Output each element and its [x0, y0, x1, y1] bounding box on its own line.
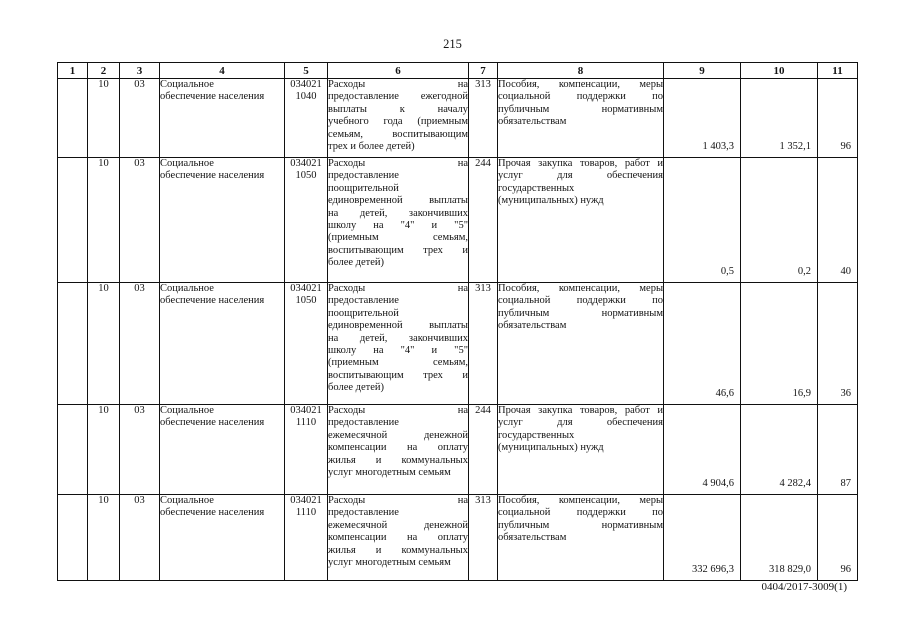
target-code-line: 034021 — [290, 495, 322, 506]
expense-purpose-line: компенсации на оплату — [328, 442, 468, 454]
category-name — [160, 79, 285, 158]
value-col10: 318 829,0 — [741, 495, 818, 581]
expense-purpose-line: на детей, закончивших — [328, 207, 468, 219]
section-code: 10 — [88, 79, 120, 158]
category-name-line: Социальное — [160, 495, 214, 506]
value-col9: 0,5 — [664, 158, 741, 283]
subsection-code: 03 — [120, 405, 160, 495]
cell-col1-empty — [58, 79, 88, 158]
table-row — [58, 283, 858, 405]
budget-table — [57, 62, 858, 581]
target-code — [285, 405, 328, 495]
expense-purpose-line: воспитывающим трех и — [328, 244, 468, 256]
expense-type-line: государственных — [498, 429, 575, 441]
expense-purpose — [328, 495, 469, 581]
expense-purpose-line: услуг многодетным семьям — [328, 466, 451, 478]
column-header-4: 4 — [160, 63, 285, 79]
category-name — [160, 158, 285, 283]
column-header-1: 1 — [58, 63, 88, 79]
subsection-code: 03 — [120, 158, 160, 283]
expense-type-line: социальной поддержки по — [498, 91, 663, 103]
category-name-line: обеспечение населения — [160, 295, 265, 307]
expense-purpose-line: более детей) — [328, 382, 385, 394]
expense-purpose-line: учебного года (приемным — [328, 116, 468, 128]
value-col11: 40 — [818, 158, 858, 283]
target-code-line: 1040 — [295, 91, 317, 103]
category-name-line: обеспечение населения — [160, 91, 265, 103]
expense-type-line: Прочая закупка товаров, работ и — [498, 405, 663, 416]
cell-col1-empty — [58, 283, 88, 405]
column-header-8: 8 — [498, 63, 664, 79]
target-code-line: 1110 — [295, 417, 317, 429]
expense-purpose-line: Расходы на — [328, 283, 468, 294]
expense-purpose-line: выплаты к началу — [328, 103, 468, 115]
value-col10: 0,2 — [741, 158, 818, 283]
expense-type-line: обязательствам — [498, 116, 567, 128]
column-header-6: 6 — [328, 63, 469, 79]
column-header-9: 9 — [664, 63, 741, 79]
table-body — [58, 79, 858, 581]
cell-col1-empty — [58, 158, 88, 283]
value-col9: 1 403,3 — [664, 79, 741, 158]
target-code — [285, 283, 328, 405]
expense-purpose — [328, 79, 469, 158]
table-row — [58, 79, 858, 158]
expense-purpose-line: поощрительной — [328, 182, 399, 194]
expense-type-name — [498, 405, 664, 495]
expense-purpose-line: предоставление — [328, 295, 399, 307]
category-name-line: Социальное — [160, 405, 214, 416]
column-header-5: 5 — [285, 63, 328, 79]
target-code-line: 1050 — [295, 295, 317, 307]
section-code: 10 — [88, 495, 120, 581]
expense-type-line: услуг для обеспечения — [498, 417, 663, 429]
expense-type-line: публичным нормативным — [498, 519, 663, 531]
expense-purpose — [328, 405, 469, 495]
column-header-11: 11 — [818, 63, 858, 79]
category-name — [160, 405, 285, 495]
target-code-line: 034021 — [290, 158, 322, 169]
expense-type-code: 244 — [469, 158, 498, 283]
expense-purpose-line: воспитывающим трех и — [328, 369, 468, 381]
value-col11: 96 — [818, 495, 858, 581]
category-name-line: Социальное — [160, 79, 214, 90]
category-name-line: Социальное — [160, 283, 214, 294]
expense-type-line: государственных — [498, 182, 575, 194]
expense-type-line: Пособия, компенсации, меры — [498, 283, 663, 294]
expense-purpose-line: поощрительной — [328, 307, 399, 319]
target-code-line: 034021 — [290, 283, 322, 294]
value-col10: 4 282,4 — [741, 405, 818, 495]
expense-type-code: 313 — [469, 283, 498, 405]
category-name — [160, 283, 285, 405]
table-row — [58, 495, 858, 581]
expense-type-name — [498, 158, 664, 283]
expense-type-line: Пособия, компенсации, меры — [498, 495, 663, 506]
expense-type-line: социальной поддержки по — [498, 295, 663, 307]
expense-type-line: обязательствам — [498, 532, 567, 544]
expense-type-line: Прочая закупка товаров, работ и — [498, 158, 663, 169]
expense-purpose-line: на детей, закончивших — [328, 332, 468, 344]
target-code-line: 1110 — [295, 507, 317, 519]
value-col11: 87 — [818, 405, 858, 495]
category-name-line: обеспечение населения — [160, 170, 265, 182]
header-row — [58, 63, 858, 79]
expense-purpose-line: услуг многодетным семьям — [328, 556, 451, 568]
expense-type-name — [498, 283, 664, 405]
expense-purpose-line: предоставление — [328, 507, 399, 519]
value-col9: 4 904,6 — [664, 405, 741, 495]
expense-purpose-line: Расходы на — [328, 79, 468, 90]
expense-purpose — [328, 158, 469, 283]
expense-purpose-line: трех и более детей) — [328, 140, 415, 152]
expense-purpose-line: более детей) — [328, 257, 385, 269]
expense-type-line: обязательствам — [498, 320, 567, 332]
table-header — [58, 63, 858, 79]
expense-purpose-line: семьям, воспитывающим — [328, 128, 468, 140]
value-col9: 46,6 — [664, 283, 741, 405]
expense-type-name — [498, 79, 664, 158]
expense-purpose-line: Расходы на — [328, 405, 468, 416]
expense-purpose — [328, 283, 469, 405]
expense-purpose-line: предоставление — [328, 170, 399, 182]
expense-purpose-line: компенсации на оплату — [328, 532, 468, 544]
column-header-3: 3 — [120, 63, 160, 79]
target-code — [285, 495, 328, 581]
expense-type-line: (муниципальных) нужд — [498, 442, 604, 454]
expense-type-line: социальной поддержки по — [498, 507, 663, 519]
value-col11: 36 — [818, 283, 858, 405]
expense-purpose-line: ежемесячной денежной — [328, 519, 468, 531]
category-name-line: Социальное — [160, 158, 214, 169]
cell-col1-empty — [58, 495, 88, 581]
category-name-line: обеспечение населения — [160, 417, 265, 429]
expense-type-line: публичным нормативным — [498, 307, 663, 319]
target-code — [285, 79, 328, 158]
expense-purpose-line: единовременной выплаты — [328, 320, 468, 332]
table-row — [58, 158, 858, 283]
subsection-code: 03 — [120, 495, 160, 581]
category-name — [160, 495, 285, 581]
document-footer-code: 0404/2017-3009(1) — [761, 581, 847, 593]
category-name-line: обеспечение населения — [160, 507, 265, 519]
value-col9: 332 696,3 — [664, 495, 741, 581]
value-col11: 96 — [818, 79, 858, 158]
expense-purpose-line: жилья и коммунальных — [328, 544, 468, 556]
expense-purpose-line: жилья и коммунальных — [328, 454, 468, 466]
expense-type-name — [498, 495, 664, 581]
target-code-line: 034021 — [290, 405, 322, 416]
expense-type-line: Пособия, компенсации, меры — [498, 79, 663, 90]
expense-purpose-line: Расходы на — [328, 495, 468, 506]
section-code: 10 — [88, 158, 120, 283]
expense-type-code: 244 — [469, 405, 498, 495]
expense-type-line: публичным нормативным — [498, 103, 663, 115]
page-number: 215 — [443, 37, 462, 51]
expense-purpose-line: (приемным семьям, — [328, 357, 468, 369]
expense-purpose-line: школу на "4" и "5" — [328, 219, 468, 231]
target-code-line: 034021 — [290, 79, 322, 90]
subsection-code: 03 — [120, 79, 160, 158]
target-code-line: 1050 — [295, 170, 317, 182]
expense-purpose-line: предоставление ежегодной — [328, 91, 468, 103]
value-col10: 1 352,1 — [741, 79, 818, 158]
expense-purpose-line: (приемным семьям, — [328, 232, 468, 244]
expense-purpose-line: школу на "4" и "5" — [328, 344, 468, 356]
subsection-code: 03 — [120, 283, 160, 405]
expense-type-code: 313 — [469, 495, 498, 581]
expense-type-line: (муниципальных) нужд — [498, 195, 604, 207]
value-col10: 16,9 — [741, 283, 818, 405]
section-code: 10 — [88, 283, 120, 405]
cell-col1-empty — [58, 405, 88, 495]
target-code — [285, 158, 328, 283]
expense-type-code: 313 — [469, 79, 498, 158]
table-row — [58, 405, 858, 495]
column-header-10: 10 — [741, 63, 818, 79]
column-header-7: 7 — [469, 63, 498, 79]
section-code: 10 — [88, 405, 120, 495]
expense-type-line: услуг для обеспечения — [498, 170, 663, 182]
column-header-2: 2 — [88, 63, 120, 79]
expense-purpose-line: единовременной выплаты — [328, 195, 468, 207]
expense-purpose-line: ежемесячной денежной — [328, 429, 468, 441]
expense-purpose-line: Расходы на — [328, 158, 468, 169]
expense-purpose-line: предоставление — [328, 417, 399, 429]
